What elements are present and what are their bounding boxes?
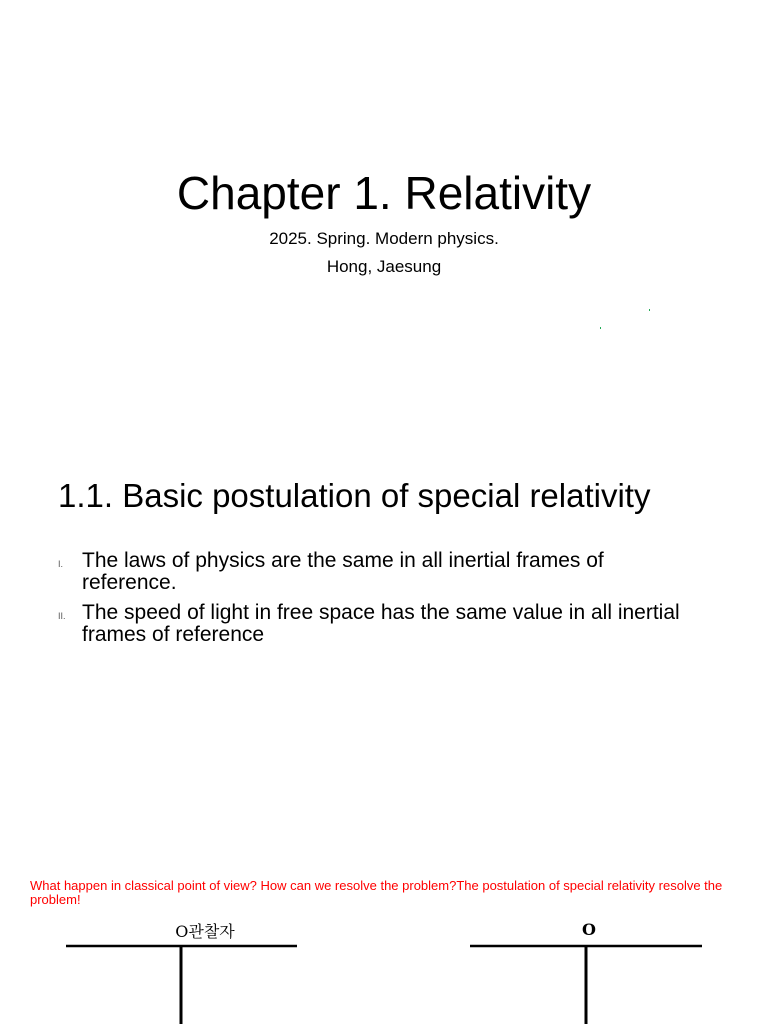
stray-mark: [600, 327, 601, 329]
list-item: [58, 550, 698, 594]
list-marker: II.: [58, 611, 66, 621]
section-heading: 1.1. Basic postulation of special relativity: [58, 477, 651, 514]
list-marker: I.: [58, 559, 64, 569]
stray-mark: [649, 309, 650, 311]
postulate-text: The speed of light in free space has the same value in all inertial frames of reference: [82, 601, 680, 646]
postulate-text: The laws of physics are the same in all inertial frames of reference.: [82, 549, 604, 594]
slide-title: Chapter 1. Relativity: [176, 167, 592, 219]
postulate-list: [58, 550, 698, 654]
list-item: [58, 602, 698, 646]
author-name: Hong, Jaesung: [326, 257, 442, 276]
observer-label-left: O관찰자: [175, 922, 235, 941]
observer-label-right: O: [582, 920, 596, 939]
reference-frame-diagram: [0, 910, 768, 1024]
handwritten-question: What happen in classical point of view? How can we resolve the problem?The postulation of special relativity resolve the problem!: [30, 878, 723, 907]
course-subtitle: 2025. Spring. Modern physics.: [269, 229, 499, 248]
